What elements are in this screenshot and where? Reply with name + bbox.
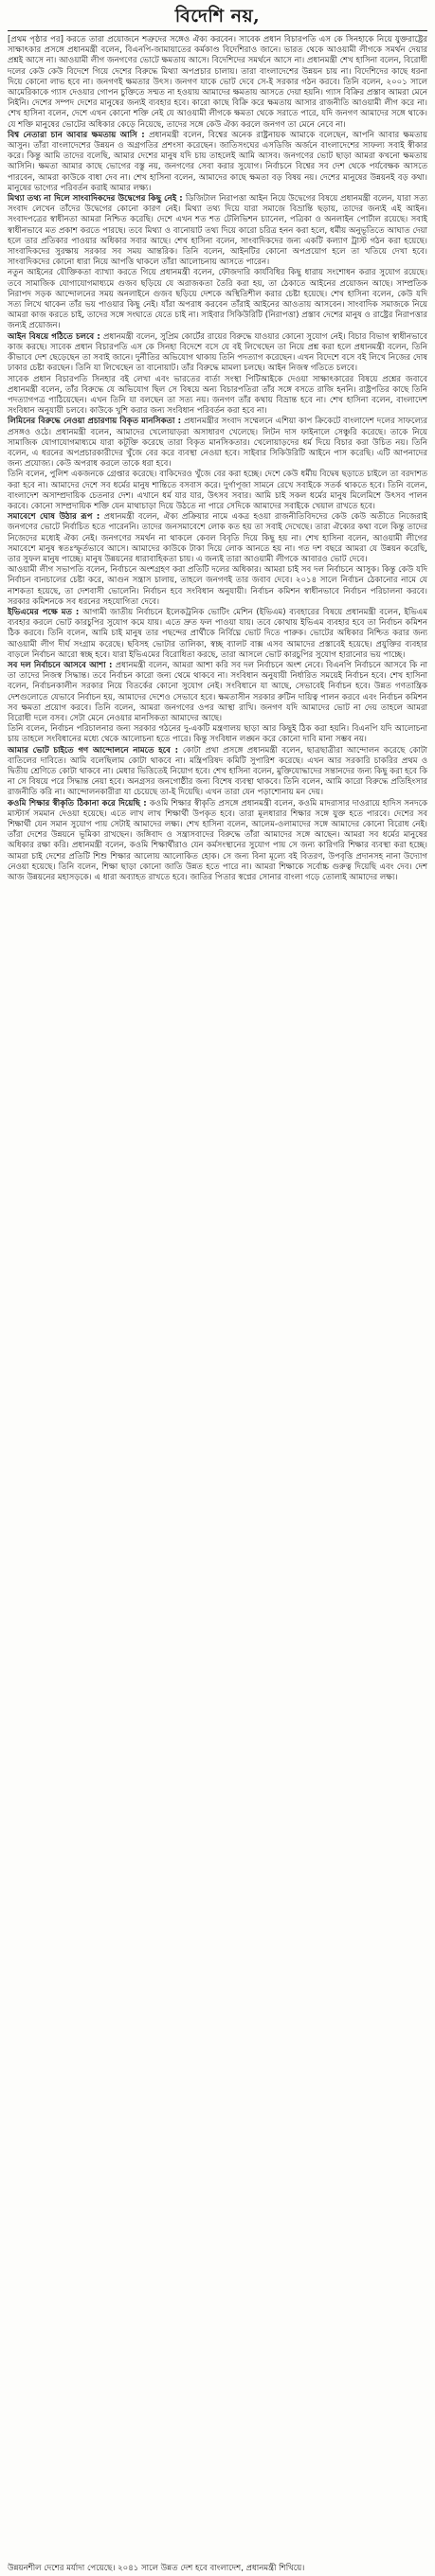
subheading: কওমি শিক্ষার স্বীকৃতি ঠিকানা করে দিয়েছি :: [8, 798, 150, 808]
article-paragraph: [8, 194, 427, 268]
headline: বিদেশি নয়,: [174, 6, 261, 27]
article-paragraph: [8, 268, 427, 331]
paragraph-text: প্রধানমন্ত্রীর সংবাদ সম্মেলনে এশিয়া কাপ ক্রিকেটে বাংলাদেশ দলের সাফল্যের প্রসঙ্গও ওঠে। প্রধানমন্ত্রী বলেন, আমাদের খেলোয়াড়রা অসাধারণ খেলেছে। লিটন দাস ফাইনালে সেঞ্চুরি করেছে। তাকে নিয়ে সামাজিক যোগাযোগমাধ্যমে যারা কটূক্তি করেছে তারা বিকৃত মানসিকতার। খেলোয়াড়দের ধর্ম দিয়ে বিচার করা উচিত নয়। তিনি বলেন, এ ধরনের অপপ্রচারকারীদের খুঁজে বের করে ব্যবস্থা নেওয়া হবে। সাইবার সিকিউরিটি আইনে পাস করেছি। এটি আপনাদের জন্য প্রযোজ্য। কেউ অপরাধ করলে তাকে ধরা হবে।: [8, 417, 427, 470]
article-paragraph: [8, 661, 427, 724]
subheading: লিমিনের বিরুদ্ধে নেওয়া প্রচারণায় বিকৃত মানসিকতা :: [8, 417, 185, 427]
paragraph-text: সাবেক প্রধান বিচারপতি সিনহার বই লেখা এবং ভারতের বার্তা সংস্থা পিটিআইকে দেওয়া সাক্ষাৎকারের বিষয়ে প্রশ্নের জবাবে প্রধানমন্ত্রী বলেন, তাঁর বিরুদ্ধে যে অভিযোগ ছিল সে বিষয়ে অন্য বিচারপতিরা তাঁর সঙ্গে বসতে রাজি হননি। রাষ্ট্রপতির কাছে তিনি পদত্যাগপত্র পাঠিয়েছেন। এখন তিনি যা বলছেন তা সত্য নয়। জনগণ তাঁর কথায় বিভ্রান্ত হবে না। শেখ হাসিনা বলেন, বাংলাদেশ সংবিধান অনুযায়ী চলবে। কাউকে খুশি করার জন্য সংবিধান পরিবর্তন করা হবে না।: [8, 374, 427, 417]
headline-rule: [8, 30, 427, 31]
article-paragraph: [8, 35, 427, 131]
article-paragraph: [8, 608, 427, 661]
subheading: বিশ্ব নেতারা চান আবার ক্ষমতায় আসি :: [8, 130, 150, 140]
paragraph-text: কওমি শিক্ষার স্বীকৃতি প্রসঙ্গে প্রধানমন্ত্রী বলেন, কওমি মাদরাসার দাওরায়ে হাদিস সনদকে মাস্টার্স সমমান দেওয়া হয়েছে। এতে লাখ লাখ শিক্ষার্থী উপকৃত হবে। তারা মূলধারার শিক্ষার সঙ্গে যুক্ত হতে পারবে। দেশের সব শিক্ষার্থী যেন সমান সুযোগ পায় সেটাই আমাদের লক্ষ্য। শেখ হাসিনা বলেন, আলেম-ওলামাদের সঙ্গে আমাদের কোনো বিরোধ নেই। তাঁরা দেশের উন্নয়নে ভূমিকা রাখছেন। জঙ্গিবাদ ও সন্ত্রাসবাদের বিরুদ্ধে তাঁরা আমাদের সঙ্গে আছেন। আমরা সব ধর্মের মানুষের অধিকার রক্ষা করি। প্রধানমন্ত্রী বলেন, কওমি শিক্ষার্থীরাও যেন কর্মসংস্থানের সুযোগ পায় সে জন্য কারিগরি শিক্ষার ব্যবস্থা করা হচ্ছে। আমরা চাই দেশের প্রতিটি শিশু শিক্ষার আলোয় আলোকিত হোক। সে জন্য বিনা মূল্যে বই বিতরণ, উপবৃত্তি প্রদানসহ নানা উদ্যোগ নেওয়া হয়েছে। তিনি বলেন, শিক্ষা ছাড়া কোনো জাতি উন্নত হতে পারে না। আমরা শিক্ষাকে সর্বোচ্চ গুরুত্ব দিয়েছি এবং দেব। দেশ আজ উন্নয়নের মহাসড়কে। এ ধারা অব্যাহত রাখতে হবে। জাতির পিতার স্বপ্নের সোনার বাংলা গড়ে তোলাই আমাদের লক্ষ্য।: [8, 798, 427, 883]
paragraph-text: [প্রথম পৃষ্ঠার পর] করতে তারা প্রয়োজনে শত্রুদের সঙ্গেও ঐক্য করবেন। সাবেক প্রধান বিচারপতি এস কে সিনহাকে নিয়ে যুক্তরাষ্ট্রের সাক্ষাৎকার প্রসঙ্গে প্রধানমন্ত্রী বলেন, বিএনপি-জামায়াতের কর্মকাণ্ড বিদেশিরাও জানে। ভারত থেকে আওয়ামী লীগকে সমর্থন দেয়ার প্রশ্নই আসে না। আওয়ামী লীগ জনগণের ভোটে ক্ষমতায় আসে। বিদেশিদের সমর্থনে আসে না। প্রধানমন্ত্রী শেখ হাসিনা বলেন, বিরোধী দলের কেউ কেউ বিদেশে গিয়ে দেশের বিরুদ্ধে মিথ্যা অপপ্রচার চালায়। তারা বাংলাদেশের উন্নয়ন চায় না। বিদেশিদের কাছে ধরনা দিয়ে কোনো লাভ হবে না। জনগণই ক্ষমতার উৎস। জনগণ যাকে ভোট দেবে সে-ই সরকার গঠন করবে। তিনি বলেন, ২০০১ সালে আমেরিকাকে গ্যাস দেওয়ার গোপন চুক্তিতে সম্মত না হওয়ায় আমাদের ক্ষমতায় আসতে দেয়া হয়নি। গ্যাস বিক্রির প্রস্তাব আমরা মেনে নিইনি। দেশের সম্পদ দেশের মানুষের জন্যই ব্যবহার হবে। কারো কাছে বিক্রি করে ক্ষমতায় আসার রাজনীতি আওয়ামী লীগ করে না। শেখ হাসিনা বলেন, দেশে এখন কোনো শক্তি নেই যে আওয়ামী লীগকে ক্ষমতা থেকে সরাতে পারে, যদি জনগণ আমাদের সঙ্গে থাকে। যে শক্তি মানুষের ভোটের অধিকার কেড়ে নিয়েছে, তাদের সঙ্গে কেউ ঐক্য করলে জনগণ তা মেনে নেবে না।: [8, 35, 427, 130]
paragraph-text: তিনি বলেন, পুলিশ একজনকে গ্রেপ্তার করেছে। বাকিদেরও খুঁজে বের করা হচ্ছে। দেশে কেউ ধর্মীয় বিদ্বেষ ছড়াতে চাইলে তা বরদাশত করা হবে না। আমাদের দেশে সব ধর্মের মানুষ শান্তিতে বসবাস করে। দুর্গাপূজা সামনে রেখে সবাইকে সতর্ক থাকতে হবে। তিনি বলেন, বাংলাদেশ অসাম্প্রদায়িক চেতনার দেশ। এখানে ধর্ম যার যার, উৎসব সবার। আমি চাই সকল ধর্মের মানুষ মিলেমিশে উৎসব পালন করবে। কোনো সাম্প্রদায়িক শক্তি যেন মাথাচাড়া দিয়ে উঠতে না পারে সেদিকে আমাদের সবাইকে খেয়াল রাখতে হবে।: [8, 470, 427, 511]
article-paragraph: [8, 417, 427, 470]
paragraph-text: প্রধানমন্ত্রী বলেন, সুপ্রিম কোর্টের রায়ের বিরুদ্ধে যাওয়ার কোনো সুযোগ নেই। বিচার বিভাগ স্বাধীনভাবে কাজ করছে। সাবেক প্রধান বিচারপতি এস কে সিনহা বিদেশে বসে যে বই লিখেছেন তা নিয়ে প্রশ্ন করা হলে প্রধানমন্ত্রী বলেন, তিনি কীভাবে দেশ ছেড়েছেন তা সবাই জানে। দুর্নীতির অভিযোগ থাকায় তিনি পদত্যাগ করেছেন। এখন বিদেশে বসে বই লিখে নিজের দোষ ঢাকার চেষ্টা করছেন। তিনি যা লিখেছেন তা বানোয়াট। তাঁর বিরুদ্ধে মামলা চলছে। আইন নিজস্ব গতিতে চলবে।: [8, 331, 427, 374]
paragraph-text: নতুন আইনের যৌক্তিকতা ব্যাখ্যা করতে গিয়ে প্রধানমন্ত্রী বলেন, ফৌজদারি কার্যবিধির কিছু ধারায় সংশোধন করার সুযোগ রয়েছে। তবে সামাজিক যোগাযোগমাধ্যমে গুজব ছড়িয়ে যে অরাজকতা তৈরি করা হয়, তা ঠেকাতে আইনের প্রয়োজন আছে। সাম্প্রতিক নিরাপদ সড়ক আন্দোলনের সময় অনলাইনে গুজব ছড়িয়ে দেশকে অস্থিতিশীল করার চেষ্টা হয়েছে। শেখ হাসিনা বলেন, কেউ যদি সত্য লিখে থাকেন তাঁর ভয় পাওয়ার কিছু নেই। যাঁরা অপরাধ করবেন তাঁরাই আইনের আওতায় আসবেন। সাংবাদিক সমাজকে নিয়ে আমরা কাজ করতে চাই, তাদের সঙ্গে সংঘাতে যেতে চাই না। সাইবার সিকিউরিটি (নিরাপত্তা) প্রস্তাব দেশের মানুষ ও রাষ্ট্রের নিরাপত্তার জন্যই প্রয়োজন।: [8, 268, 427, 331]
subheading: সব দল নির্বাচনে আসবে আশা :: [8, 660, 116, 670]
paragraph-text: আগামী জাতীয় নির্বাচনে ইলেকট্রনিক ভোটিং মেশিন (ইভিএম) ব্যবহারের বিষয়ে প্রধানমন্ত্রী বলেন, ইভিএম ব্যবহার করলে ভোট কারচুপির সুযোগ কমে যায়। এতে দ্রুত ফল পাওয়া যায়। তবে কোথায় ইভিএম ব্যবহার হবে তা নির্বাচন কমিশন ঠিক করবে। তিনি বলেন, আমি চাই মানুষ তার পছন্দের প্রার্থীকে নির্বিঘ্নে ভোট দিতে পারুক। ভোটের অধিকার নিশ্চিত করার জন্য আওয়ামী লীগ দীর্ঘ সংগ্রাম করেছে। ছবিসহ ভোটার তালিকা, স্বচ্ছ ব্যালট বাক্স এসব আমাদের প্রস্তাবেই হয়েছে। প্রযুক্তির ব্যবহার বাড়লে নির্বাচন আরো স্বচ্ছ হবে। যারা ইভিএমের বিরোধিতা করছে, তারা আসলে ভোট কারচুপির সুযোগ হারানোর ভয় পাচ্ছে।: [8, 607, 427, 660]
article-paragraph: [8, 565, 427, 608]
subheading: মিথ্যা তথ্য না দিলে সাংবাদিকদের উদ্বেগের কিছু নেই :: [8, 194, 186, 204]
article-paragraph: [8, 131, 427, 194]
paragraph-text: কোটা প্রথা প্রসঙ্গে প্রধানমন্ত্রী বলেন, ছাত্রছাত্রীরা আন্দোলন করেছে কোটা বাতিলের দাবিতে। আমি বলেছিলাম কোটা থাকবে না। মন্ত্রিপরিষদ কমিটি সুপারিশ করেছে। এখন আর সরকারি চাকরির প্রথম ও দ্বিতীয় শ্রেণিতে কোটা থাকবে না। মেধার ভিত্তিতেই নিয়োগ হবে। শেখ হাসিনা বলেন, মুক্তিযোদ্ধাদের সন্তানদের জন্য কিছু করা হবে কি না সে বিষয়ে পরে সিদ্ধান্ত নেয়া হবে। অনগ্রসর জনগোষ্ঠীর জন্য বিশেষ ব্যবস্থা থাকবে। তিনি বলেন, আমি কারো বিরুদ্ধে প্রতিহিংসার রাজনীতি করি না। আন্দোলনকারীরা যা চেয়েছে তা-ই দিয়েছি। এখন তারা যেন পড়াশোনায় মন দেয়।: [8, 745, 427, 798]
article-paragraph: [8, 746, 427, 799]
subheading: আমার ভোট চাইতে গণ আন্দোলনে নামতে হবে :: [8, 745, 183, 755]
paragraph-text: আওয়ামী লীগ সভাপতি বলেন, নির্বাচনে অংশগ্রহণ করা প্রতিটি দলের অধিকার। আমরা চাই সব দল নির্বাচনে আসুক। কিন্তু কেউ যদি নির্বাচন বানচালের চেষ্টা করে, আগুন সন্ত্রাস চালায়, তাহলে জনগণই তার জবাব দেবে। ২০১৪ সালে নির্বাচন ঠেকানোর নামে যে নাশকতা হয়েছে, তা দেশবাসী ভোলেনি। নির্বাচন হবে সংবিধান অনুযায়ী। নির্বাচন কমিশন স্বাধীনভাবে নির্বাচন পরিচালনা করবে। সরকার কমিশনকে সব ধরনের সহযোগিতা দেবে।: [8, 565, 427, 607]
article-paragraph: [8, 332, 427, 375]
article-paragraph: [8, 724, 427, 745]
paragraph-text: প্রধানমন্ত্রী বলেন, বিশ্বের অনেক রাষ্ট্রনায়ক আমাকে বলেছেন, আপনি আবার ক্ষমতায় আসুন। তাঁরা বাংলাদেশের উন্নয়ন ও অগ্রগতির প্রশংসা করেছেন। জাতিসংঘের এসডিজি অর্জনে বাংলাদেশের সাফল্য সবাই স্বীকার করে। কিন্তু আমি তাদের বলেছি, আমার দেশের মানুষ যদি চায় তাহলেই আমি আসব। জনগণের ভোট ছাড়া আমরা কখনো ক্ষমতায় আসিনি। ক্ষমতা আমার কাছে ভোগের বস্তু নয়, জনগণের সেবা করার সুযোগ। নির্বাচনে বিশ্বের সব দেশ থেকে পর্যবেক্ষক আসতে পারবেন, আমরা কাউকে বাধা দেব না। শেখ হাসিনা বলেন, আমাদের কাছে ক্ষমতা বড় বিষয় নয়। দেশের মানুষের উন্নয়নই বড় কথা। মানুষের ভাগ্যের পরিবর্তন করাই আমার লক্ষ্য।: [8, 130, 427, 193]
paragraph-text: ডিজিটাল নিরাপত্তা আইন নিয়ে উদ্বেগের বিষয়ে প্রধানমন্ত্রী বলেন, যারা সত্য সংবাদ লেখেন তাঁদের উদ্বেগের কোনো কারণ নেই। মিথ্যা তথ্য দিয়ে যারা সমাজে বিভ্রান্তি ছড়ায়, তাদের জন্যই এই আইন। সংবাদপত্রের স্বাধীনতা আমরা নিশ্চিত করেছি। দেশে এখন শত শত টেলিভিশন চ্যানেল, পত্রিকা ও অনলাইন পোর্টাল রয়েছে। সবাই স্বাধীনভাবে মত প্রকাশ করতে পারছে। তবে মিথ্যা ও বানোয়াট তথ্য দিয়ে কারো চরিত্র হনন করা হলে, ধর্মীয় অনুভূতিতে আঘাত দেয়া হলে তার প্রতিকার পাওয়ার অধিকার সবার আছে। শেখ হাসিনা বলেন, সাংবাদিকদের জন্য একটি কল্যাণ ট্রাস্ট গঠন করা হয়েছে। সাংবাদিকদের সুরক্ষায় সরকার সব সময় আন্তরিক। তিনি বলেন, আইনটির কোনো অপপ্রয়োগ হলে তা খতিয়ে দেখা হবে। সাংবাদিকদের কোনো ধারা নিয়ে আপত্তি থাকলে তাঁরা আলোচনায় আসতে পারেন।: [8, 194, 427, 268]
article-paragraph: [8, 470, 427, 512]
subheading: আইন বিষয়ে গঠিতে চলবে :: [8, 331, 103, 342]
subheading: ইভিএমের পক্ষে মত :: [8, 607, 83, 617]
article-paragraph: [8, 512, 427, 565]
paragraph-text: প্রধানমন্ত্রী বলেন, ঐক্য প্রক্রিয়ার নামে একত্র হওয়া রাজনীতিবিদদের কেউ কেউ অতীতে নিজেরাই জনগণের ভোটে নির্বাচিত হতে পারেননি। তাদের জনসমাবেশে লোক কত হয় তা সবাই দেখেছে। তারা ঐক্যের কথা বলে কিন্তু তাদের নিজেদের মধ্যেই ঐক্য নেই। জনগণের সমর্থন না থাকলে কেবল বিবৃতি দিয়ে কিছু হয় না। শেখ হাসিনা বলেন, আওয়ামী লীগের সমাবেশে মানুষ স্বতঃস্ফূর্তভাবে আসে। আমাদের কাউকে টাকা দিয়ে লোক আনতে হয় না। গত দশ বছরে আমরা যে উন্নয়ন করেছি, তার সুফল মানুষ পাচ্ছে। মানুষ উন্নয়নের ধারাবাহিকতা চায়। এ জন্যই তারা আওয়ামী লীগকে আবারও ভোট দেবে।: [8, 512, 427, 564]
paragraph-text: প্রধানমন্ত্রী বলেন, আমরা আশা করি সব দল নির্বাচনে অংশ নেবে। বিএনপি নির্বাচনে আসবে কি না তা তাদের নিজস্ব সিদ্ধান্ত। তবে নির্বাচন কারো জন্য থেমে থাকবে না। সংবিধান অনুযায়ী নির্ধারিত সময়েই নির্বাচন হবে। শেখ হাসিনা বলেন, নির্বাচনকালীন সরকার নিয়ে বিতর্কের কোনো সুযোগ নেই। সংবিধানে যা আছে, সেভাবেই নির্বাচন হবে। উন্নত গণতান্ত্রিক দেশগুলোতে যেভাবে নির্বাচন হয়, আমাদের দেশেও সেভাবে হবে। ক্ষমতাসীন সরকার রুটিন দায়িত্ব পালন করবে এবং নির্বাচন কমিশন সব ক্ষমতা প্রয়োগ করবে। তিনি বলেন, আমরা জনগণের ওপর আস্থা রাখি। জনগণ যদি আমাদের ভোট না দেয় তাহলে আমরা বিরোধী দলে বসব। সেটা মেনে নেওয়ার মানসিকতা আমাদের আছে।: [8, 660, 427, 723]
footer-line: উন্নয়নশীল দেশের মর্যাদা পেয়েছে। ২০৪১ সালে উন্নত দেশ হবে বাংলাদেশ, প্রধানমন্ত্রী শিখিয়ে।: [8, 2563, 305, 2573]
article-paragraph: [8, 375, 427, 417]
article-paragraph: [8, 799, 427, 884]
subheading: সমাবেশে ঘোষ উঠার রূপ :: [8, 512, 104, 523]
paragraph-text: তিনি বলেন, নির্বাচন পরিচালনার জন্য সরকার গঠনের দু-একটি মন্ত্রণালয় ছাড়া আর কিছুই ঠিক করা হয়নি। বিএনপি যদি আলোচনা চায় তাহলে সংবিধানের মধ্যে থেকে আলোচনা হতে পারে। কিন্তু সংবিধান লঙ্ঘন করে কোনো দাবি মানা সম্ভব নয়।: [8, 724, 427, 745]
article-body: [0, 35, 435, 883]
